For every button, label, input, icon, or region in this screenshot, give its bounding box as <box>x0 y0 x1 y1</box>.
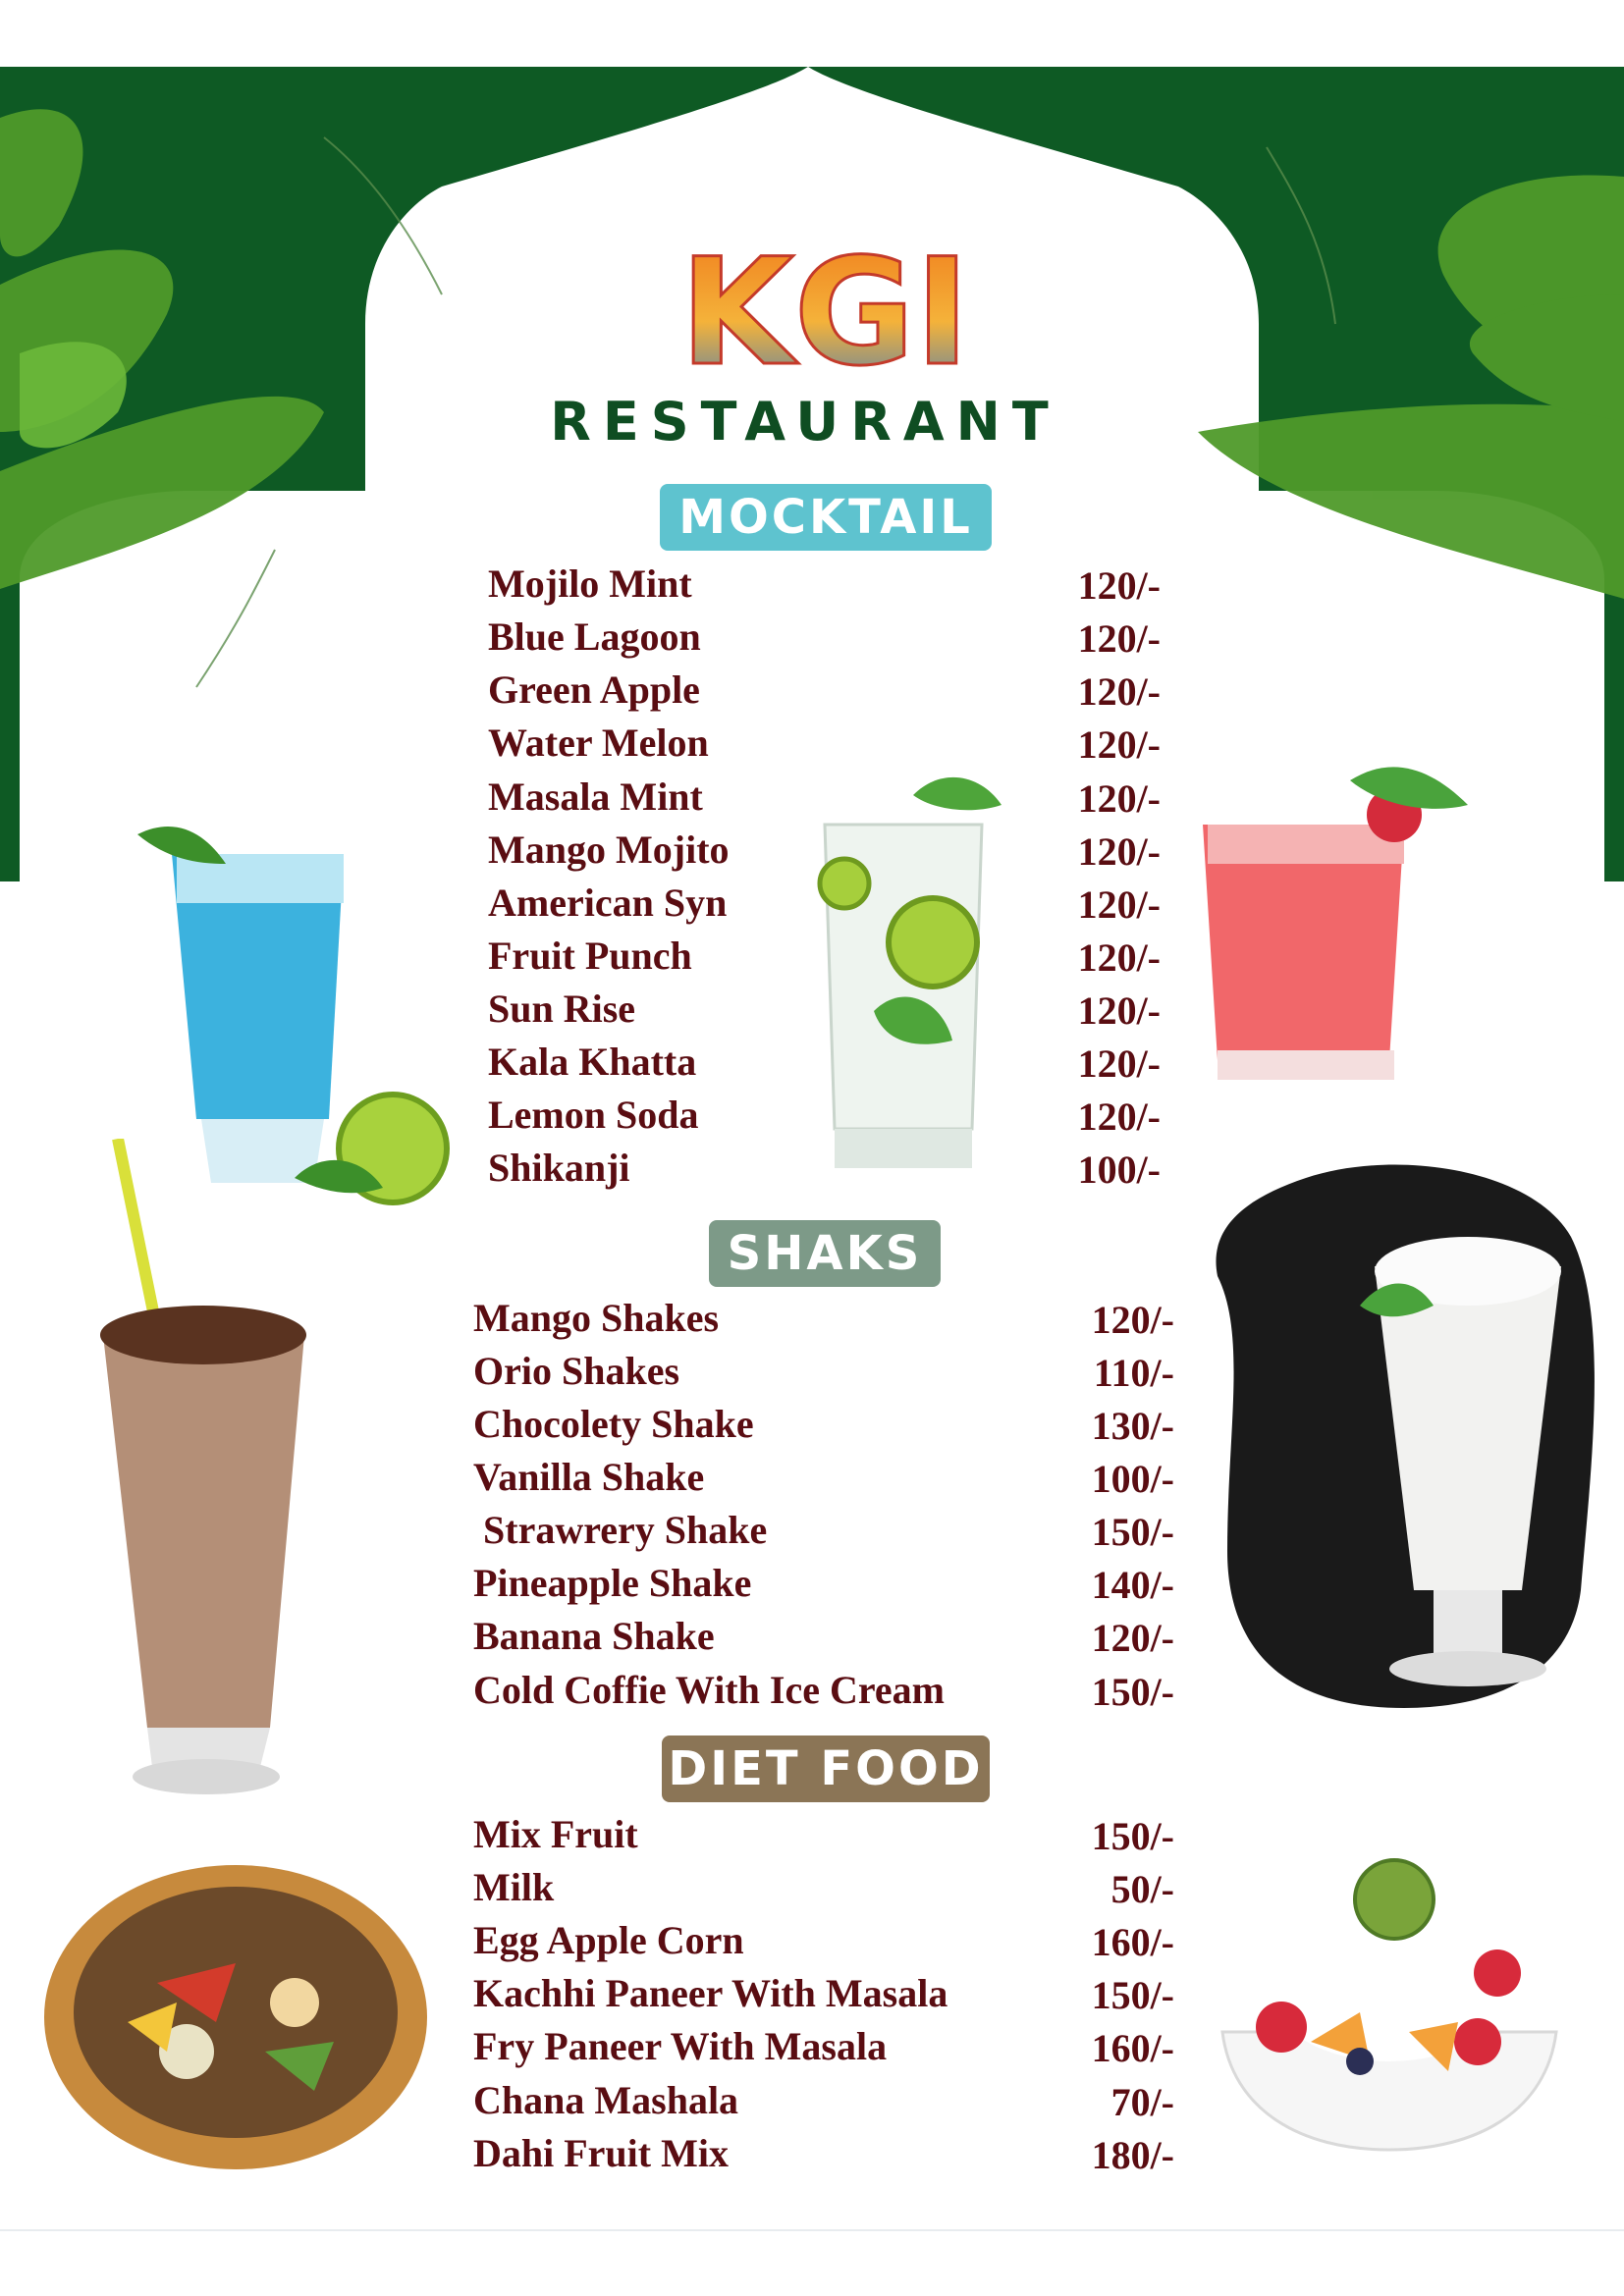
item-price: 120/- <box>1077 935 1161 980</box>
item-price: 120/- <box>1077 882 1161 927</box>
item-price: 120/- <box>1091 1298 1174 1342</box>
item-price: 70/- <box>1110 2080 1174 2124</box>
item-price: 120/- <box>1077 1041 1161 1086</box>
svg-text:KGI: KGI <box>679 236 970 393</box>
item-price: 130/- <box>1091 1404 1174 1448</box>
restaurant-subtitle: RESTAURANT <box>550 391 1060 453</box>
list-item: Cold Coffie With Ice Cream <box>473 1668 945 1712</box>
list-item: Egg Apple Corn <box>473 1918 744 1962</box>
list-item: Mix Fruit <box>473 1812 638 1856</box>
list-item: Kala Khatta <box>488 1040 697 1084</box>
list-item: Strawrery Shake <box>473 1508 768 1552</box>
item-price: 120/- <box>1077 722 1161 767</box>
list-item: Banana Shake <box>473 1614 715 1658</box>
salad-bowl <box>39 1855 432 2179</box>
list-item: Dahi Fruit Mix <box>473 2131 729 2175</box>
list-item: Orio Shakes <box>473 1349 680 1393</box>
list-item: Fry Paneer With Masala <box>473 2024 888 2068</box>
item-price: 160/- <box>1091 1920 1174 1964</box>
item-price: 120/- <box>1077 1095 1161 1139</box>
page-bottom-rule <box>0 2229 1624 2231</box>
item-price: 120/- <box>1077 669 1161 714</box>
list-item: Water Melon <box>488 721 709 765</box>
list-item: Fruit Punch <box>488 934 692 978</box>
shaks-heading: SHAKS <box>709 1220 941 1287</box>
list-item: Mango Shakes <box>473 1296 720 1340</box>
mocktail-heading: MOCKTAIL <box>660 484 992 551</box>
kgi-logo <box>648 236 1001 393</box>
item-price: 120/- <box>1077 988 1161 1033</box>
mojito-glass <box>805 766 1021 1217</box>
chocolate-shake-glass <box>93 1139 319 1806</box>
item-price: 150/- <box>1091 1973 1174 2017</box>
list-item: Chocolety Shake <box>473 1402 754 1446</box>
list-item: Kachhi Paneer With Masala <box>473 1971 948 2015</box>
list-item: Chana Mashala <box>473 2078 739 2122</box>
diet-food-heading: DIET FOOD <box>662 1735 990 1802</box>
item-price: 120/- <box>1077 616 1161 661</box>
list-item: Shikanji <box>488 1146 630 1190</box>
list-item: Lemon Soda <box>488 1093 699 1137</box>
list-item: Pineapple Shake <box>473 1561 752 1605</box>
list-item: Mango Mojito <box>488 828 730 872</box>
item-price: 150/- <box>1091 1814 1174 1858</box>
item-price: 120/- <box>1077 563 1161 608</box>
item-price: 100/- <box>1077 1148 1161 1192</box>
fruit-cream-bowl <box>1213 1855 1566 2169</box>
list-item: Sun Rise <box>488 987 636 1031</box>
list-item: Green Apple <box>488 667 700 712</box>
item-price: 150/- <box>1091 1670 1174 1714</box>
item-price: 50/- <box>1110 1867 1174 1911</box>
list-item: Milk <box>473 1865 555 1909</box>
item-price: 180/- <box>1091 2133 1174 2177</box>
item-price: 120/- <box>1077 776 1161 821</box>
list-item: Blue Lagoon <box>488 614 701 659</box>
list-item: Masala Mint <box>488 774 703 819</box>
item-price: 140/- <box>1091 1563 1174 1607</box>
list-item: Mojilo Mint <box>488 561 692 606</box>
item-price: 110/- <box>1093 1351 1174 1395</box>
list-item: Vanilla Shake <box>473 1455 705 1499</box>
item-price: 160/- <box>1091 2026 1174 2070</box>
item-price: 150/- <box>1091 1510 1174 1554</box>
vanilla-shake-glass <box>1355 1237 1581 1708</box>
item-price: 120/- <box>1077 829 1161 874</box>
list-item: American Syn <box>488 881 728 925</box>
item-price: 100/- <box>1091 1457 1174 1501</box>
item-price: 120/- <box>1091 1616 1174 1660</box>
red-mocktail-glass <box>1193 756 1488 1090</box>
